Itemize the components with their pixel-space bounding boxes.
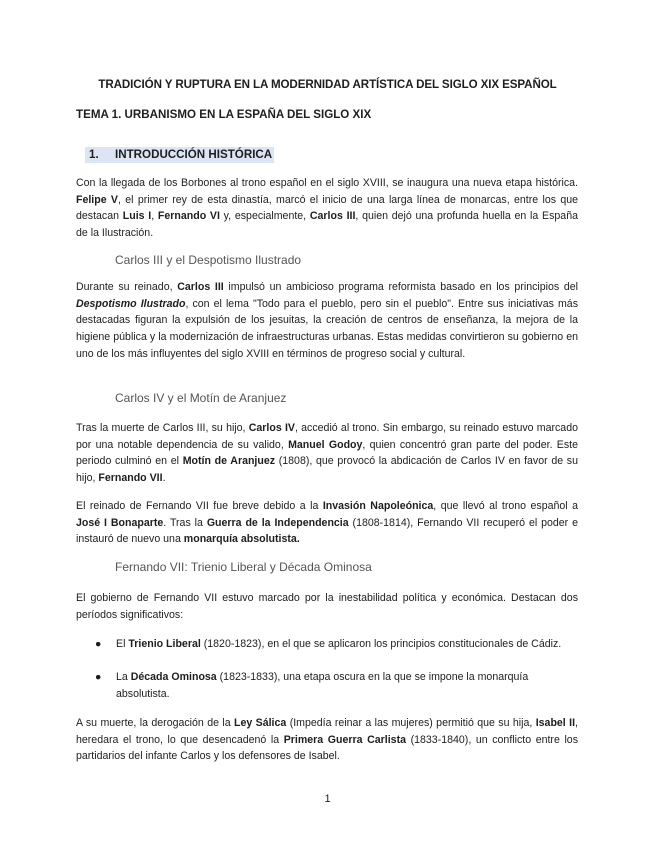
page-number: 1 (324, 793, 331, 805)
carlos-iv-paragraph: Tras la muerte de Carlos III, su hijo, Carlos IV, accedió al trono. Sin embargo, su reinado estuvo marcado por una notable dependencia de su valido, Manuel Godoy, quien concentró gran parte del poder. Este periodo culminó en el Motín de Aranjuez (1808), que provocó la abdicación de Carlos IV en favor de su hijo, Fernando VII. (76, 422, 578, 485)
subheading-carlos-iv: Carlos IV y el Motín de Aranjuez (115, 391, 287, 405)
intro-paragraph: Con la llegada de los Borbones al trono español en el siglo XVIII, se inaugura una nueva etapa histórica. Felipe V, el primer rey de esta dinastía, marcó el inicio de una larga línea de monarcas, entre los que destacan Luis I, Fernando VI y, especialmente, Carlos III, quien dejó una profunda huella en la España de la Ilustración. (76, 177, 579, 240)
fernando-vii-paragraph: El reinado de Fernando VII fue breve debido a la Invasión Napoleónica, que llevó al trono español a José I Bonaparte. Tras la Guerra de la Independencia (1808-1814), Fernando VII recuperó el poder e instauró de nuevo una monarquía absolutista. (76, 500, 578, 546)
bullet-icon: ● (95, 638, 102, 650)
subheading-fernando-vii: Fernando VII: Trienio Liberal y Década Ominosa (115, 560, 372, 574)
section-label: INTRODUCCIÓN HISTÓRICA (115, 148, 273, 161)
carlos-iii-paragraph: Durante su reinado, Carlos III impulsó un ambicioso programa reformista basado en los principios del Despotismo Ilustrado, con el lema "Todo para el pueblo, pero sin el pueblo". Entre sus iniciativas más destacadas figuran la expulsión de los jesuitas, la creación de centros de enseñanza, la mejora de la higiene pública y la modernización de infraestructuras urbanas. Estas medidas convirtieron su gobierno en uno de los más influyentes del siglo XVIII en términos de progreso social y cultural. (76, 281, 579, 360)
section-number: 1. (89, 148, 99, 161)
tema-heading: TEMA 1. URBANISMO EN LA ESPAÑA DEL SIGLO XIX (76, 108, 372, 121)
bullet-icon: ● (95, 671, 102, 683)
gobierno-paragraph: El gobierno de Fernando VII estuvo marcado por la inestabilidad política y económica. Destacan dos períodos significativos: (76, 592, 578, 621)
isabel-paragraph: A su muerte, la derogación de la Ley Sálica (Impedía reinar a las mujeres) permitió que su hija, Isabel II, heredara el trono, lo que desencadenó la Primera Guerra Carlista (1833-1840), un conflicto entre los partidarios del infante Carlos y los defensores de Isabel. (76, 717, 578, 763)
document-title: TRADICIÓN Y RUPTURA EN LA MODERNIDAD ARTÍSTICA DEL SIGLO XIX ESPAÑOL (98, 78, 557, 91)
subheading-carlos-iii: Carlos III y el Despotismo Ilustrado (115, 253, 302, 267)
document-page: TRADICIÓN Y RUPTURA EN LA MODERNIDAD ARTÍSTICA DEL SIGLO XIX ESPAÑOL TEMA 1. URBANISMO EN LA ESPAÑA DEL SIGLO XIX 1. INTRODUCCIÓN HISTÓRICA Con la llegada de los Borbones al trono español en el siglo XVIII, se inaugura una nueva etapa histórica. Felipe V, el primer rey de esta dinastía, marcó el inicio de una larga línea de monarcas, entre los que destacan Luis I, Fernando VI y, especialmente, Carlos III, quien dejó una profunda huella en la España de la Ilustración. Carlos III y el Despotismo Ilustrado Durante su reinado, Carlos III impulsó un ambicioso programa reformista basado en los principios del Despotismo Ilustrado, con el lema "Todo para el pueblo, pero sin el pueblo". Entre sus iniciativas más destacadas figuran la expulsión de los jesuitas, la creación de centros de enseñanza, la mejora de la higiene pública y la modernización de infraestructuras urbanas. Estas medidas convirtieron su gobierno en uno de los más influyentes del siglo XVIII en términos de progreso social y cultural. Carlos IV y el Motín de Aranjuez Tras la muerte de Carlos III, su hijo, Carlos IV, accedió al trono. Sin embargo, su reinado estuvo marcado por una notable dependencia de su valido, Manuel Godoy, quien concentró gran parte del poder. Este periodo culminó en el Motín de Aranjuez (1808), que provocó la abdicación de Carlos IV en favor de su hijo, Fernando VII. El reinado de Fernando VII fue breve debido a la Invasión Napoleónica, que llevó al trono español a José I Bonaparte. Tras la Guerra de la Independencia (1808-1814), Fernando VII recuperó el poder e instauró de nuevo una monarquía absolutista. Fernando VII: Trienio Liberal y Década Ominosa El gobierno de Fernando VII estuvo marcado por la inestabilidad política y económica. Destacan dos períodos significativos: ● El Trienio Liberal (1820-1823), en el que se aplicaron los principios constitucionales de Cádiz. ● La Década Ominosa (1823-1833), una etapa oscura en la que se impone la monarquía absolutista. A su muerte, la derogación de la Ley Sálica (Impedía reinar a las mujeres) permitió que su hija, Isabel II, heredara el trono, lo que desencadenó la Primera Guerra Carlista (1833-1840), un conflicto entre los partidarios del infante Carlos y los defensores de Isabel. 1 (0, 0, 655, 848)
section-heading (85, 147, 274, 163)
